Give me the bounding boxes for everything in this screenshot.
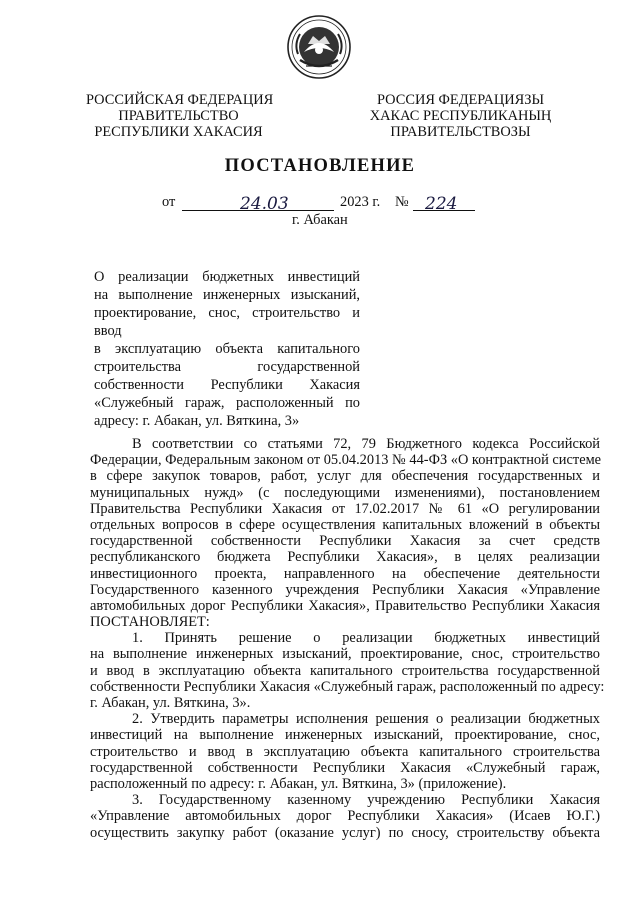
body-line: и ввод в эксплуатацию объекта капитального строительства государственной	[90, 662, 600, 679]
from-label: от	[162, 194, 176, 210]
year-label: 2023 г.	[340, 194, 381, 210]
header-left-line: РОССИЙСКАЯ ФЕДЕРАЦИЯ	[86, 92, 274, 108]
body-line: «Управление автомобильных дорог Республики Хакасия» (Исаев Ю.Г.)	[90, 808, 600, 825]
body-line: собственности Республики Хакасия «Служебный гараж, расположенный по адресу:	[90, 678, 605, 695]
handwritten-number: 224	[425, 194, 458, 214]
subject-line: строительства государственной	[94, 359, 360, 375]
header-left-line: ПРАВИТЕЛЬСТВО	[118, 108, 239, 124]
body-line: инвестиций на выполнение инженерных изысканий, проектирование, снос,	[90, 727, 600, 744]
number-label: №	[395, 194, 409, 210]
subject-line: адресу: г. Абакан, ул. Вяткина, 3»	[94, 413, 300, 429]
body-line: государственной собственности Республики Хакасия за счет средств	[90, 533, 600, 550]
body-line: отдельных вопросов в сфере осуществления капитальных вложений в объекты	[90, 516, 600, 533]
subject-block	[94, 268, 360, 430]
body-line: ПОСТАНОВЛЯЕТ:	[90, 614, 210, 631]
header-left-line: РЕСПУБЛИКИ ХАКАСИЯ	[94, 124, 263, 140]
subject-line: проектирование, снос, строительство и ввод	[94, 305, 360, 339]
body-line: в сфере закупок товаров, работ, услуг для обеспечения государственных и	[90, 468, 600, 485]
body-line: Правительства Республики Хакасия от 17.02.2017 № 61 «О регулировании	[90, 500, 600, 517]
header-right-line: РОССИЯ ФЕДЕРАЦИЯЗЫ	[377, 92, 544, 108]
header-right-line: ХАКАС РЕСПУБЛИКАНЫҢ	[369, 108, 552, 124]
body-line: 2. Утвердить параметры исполнения решения о реализации бюджетных	[132, 711, 600, 728]
header-left-block	[86, 92, 274, 140]
subject-line: О реализации бюджетных инвестиций	[94, 269, 360, 285]
body-line: 1. Принять решение о реализации бюджетных инвестиций	[132, 630, 600, 647]
body-line: инвестиционного проекта, направленного на обеспечение деятельности	[90, 565, 600, 582]
body-line: на выполнение инженерных изысканий, проектирование, снос, строительство	[90, 646, 600, 663]
body-line: осуществить закупку работ (оказание услуг) по сносу, строительству объекта	[90, 824, 600, 841]
body-line: строительство и ввод в эксплуатацию объекта капитального строительства	[90, 743, 600, 760]
header-right-block	[368, 92, 553, 140]
body-line: Федерации, Федеральным законом от 05.04.2013 № 44-ФЗ «О контрактной системе	[90, 452, 602, 469]
subject-line: на выполнение инженерных изысканий,	[94, 287, 360, 303]
body-line: автомобильных дорог Республики Хакасия», Правительство Республики Хакасия	[90, 597, 600, 614]
subject-line: собственности Республики Хакасия	[94, 377, 360, 393]
document-body	[90, 436, 605, 841]
coat-of-arms-emblem	[286, 14, 352, 80]
body-line: республиканского бюджета Республики Хакасия», в целях реализации	[90, 549, 600, 566]
handwritten-date: 24.03	[240, 194, 289, 214]
body-line: В соответствии со статьями 72, 79 Бюджетного кодекса Российской	[132, 436, 600, 452]
body-line: Государственного казенного учреждения Республики Хакасия «Управление	[90, 581, 600, 598]
document-title: ПОСТАНОВЛЕНИЕ	[224, 156, 416, 176]
subject-line: в эксплуатацию объекта капитального	[94, 341, 360, 357]
city-label: г. Абакан	[292, 212, 348, 228]
subject-line: «Служебный гараж, расположенный по	[94, 395, 360, 411]
body-line: государственной собственности Республики Хакасия «Служебный гараж,	[90, 759, 600, 776]
header-right-line: ПРАВИТЕЛЬСТВОЗЫ	[390, 124, 531, 140]
body-line: расположенный по адресу: г. Абакан, ул. Вяткина, 3» (приложение).	[90, 775, 507, 792]
body-line: 3. Государственному казенному учреждению Республики Хакасия	[132, 792, 600, 809]
body-line: г. Абакан, ул. Вяткина, 3».	[90, 695, 251, 711]
body-line: муниципальных нужд» (с последующими изменениями), постановлением	[90, 484, 600, 501]
